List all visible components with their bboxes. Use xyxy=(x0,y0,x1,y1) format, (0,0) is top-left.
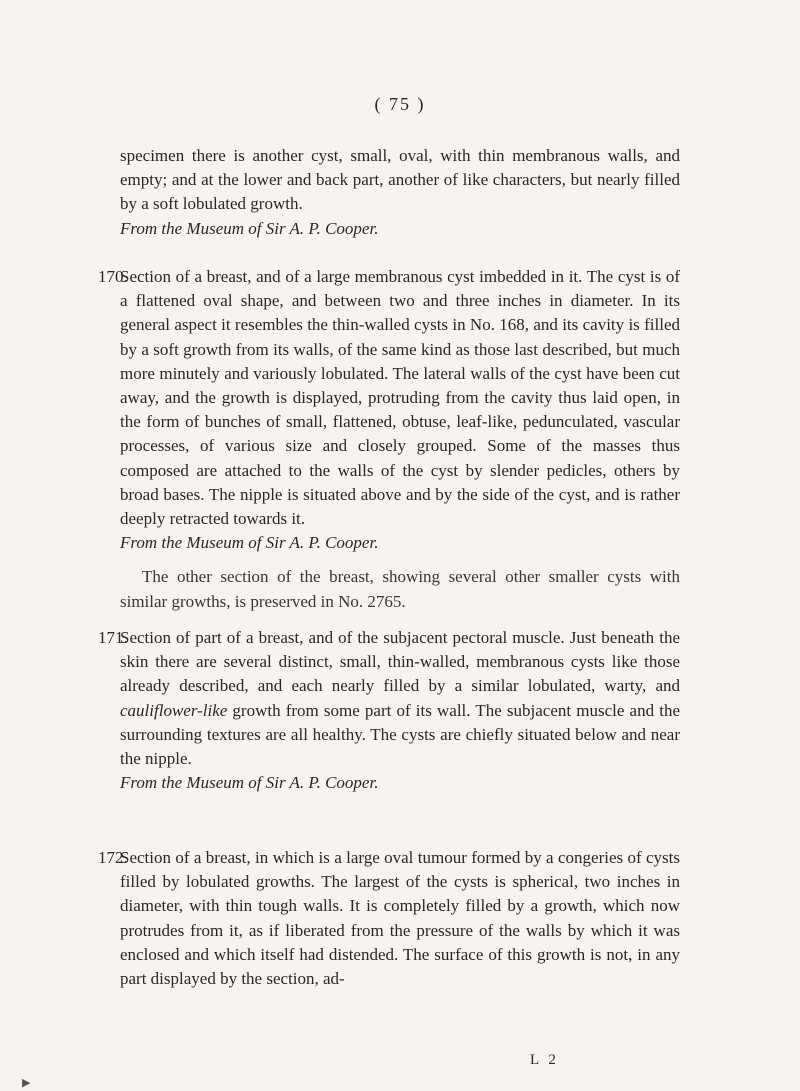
entry-text xyxy=(120,626,680,771)
page-number: ( 75 ) xyxy=(374,94,426,114)
entry-text-part: growth from some part of its wall. The subjacent muscle and the surrounding textures are all healthy. The cysts are chiefly situated below and near the nipple. xyxy=(120,700,680,769)
entry-172 xyxy=(98,846,680,991)
entry-number: 171. xyxy=(98,628,128,647)
entry-number: 172. xyxy=(98,848,128,867)
corner-arrow-icon: ▶ xyxy=(22,1077,31,1089)
entry-171 xyxy=(98,626,680,795)
entry-text: Section of a breast, in which is a large oval tumour formed by a congeries of cysts filled by lobulated growths. The largest of the cysts is spherical, two inches in diameter, with thin tough walls. It is completely filled by a growth, which now protrudes from it, as if liberated from the pressure of the walls by which it was enclosed and which itself had distended. The surface of this growth is not, in any part displayed by the section, ad- xyxy=(120,848,680,989)
intro-block xyxy=(120,144,680,241)
entry-text: Section of a breast, and of a large membranous cyst imbedded in it. The cyst is of a flattened oval shape, and between two and three inches in diameter. In its general aspect it resembles the thin-walled cysts in No. 168, and its cavity is filled by a soft growth from its walls, of the same kind as those last described, but much more minutely and variously lobulated. The lateral walls of the cyst have been cut away, and the growth is displayed, protruding from the cavity thus laid open, in the form of bunches of small, flattened, obtuse, leaf-like, pedunculated, vascular processes, of various size and closely grouped. Some of the masses thus composed are attached to the walls of the cyst by slender pedicles, others by broad bases. The nipple is situated above and by the side of the cyst, and is rather deeply retracted towards it. xyxy=(120,267,680,529)
entry-note: The other section of the breast, showing several other smaller cysts with similar growths, is preserved in No. 2765. xyxy=(120,567,680,611)
entry-text-italic: cauliflower-like xyxy=(120,700,228,720)
entry-attribution: From the Museum of Sir A. P. Cooper. xyxy=(120,773,379,793)
intro-text: specimen there is another cyst, small, oval, with thin membranous walls, and empty; and at the lower and back part, another of like characters, but nearly filled by a soft lobulated growth. xyxy=(120,146,680,214)
entry-attribution: From the Museum of Sir A. P. Cooper. xyxy=(120,533,379,553)
entry-170 xyxy=(98,265,680,614)
signature-mark: L 2 xyxy=(530,1052,559,1068)
entry-number: 170. xyxy=(98,267,128,286)
intro-attribution: From the Museum of Sir A. P. Cooper. xyxy=(120,218,379,238)
entry-text-part: Section of part of a breast, and of the subjacent pectoral muscle. Just beneath the skin there are several distinct, small, thin-walled, membranous cysts like those already described, and each nearly filled by a similar lobulated, warty, and xyxy=(120,628,680,696)
